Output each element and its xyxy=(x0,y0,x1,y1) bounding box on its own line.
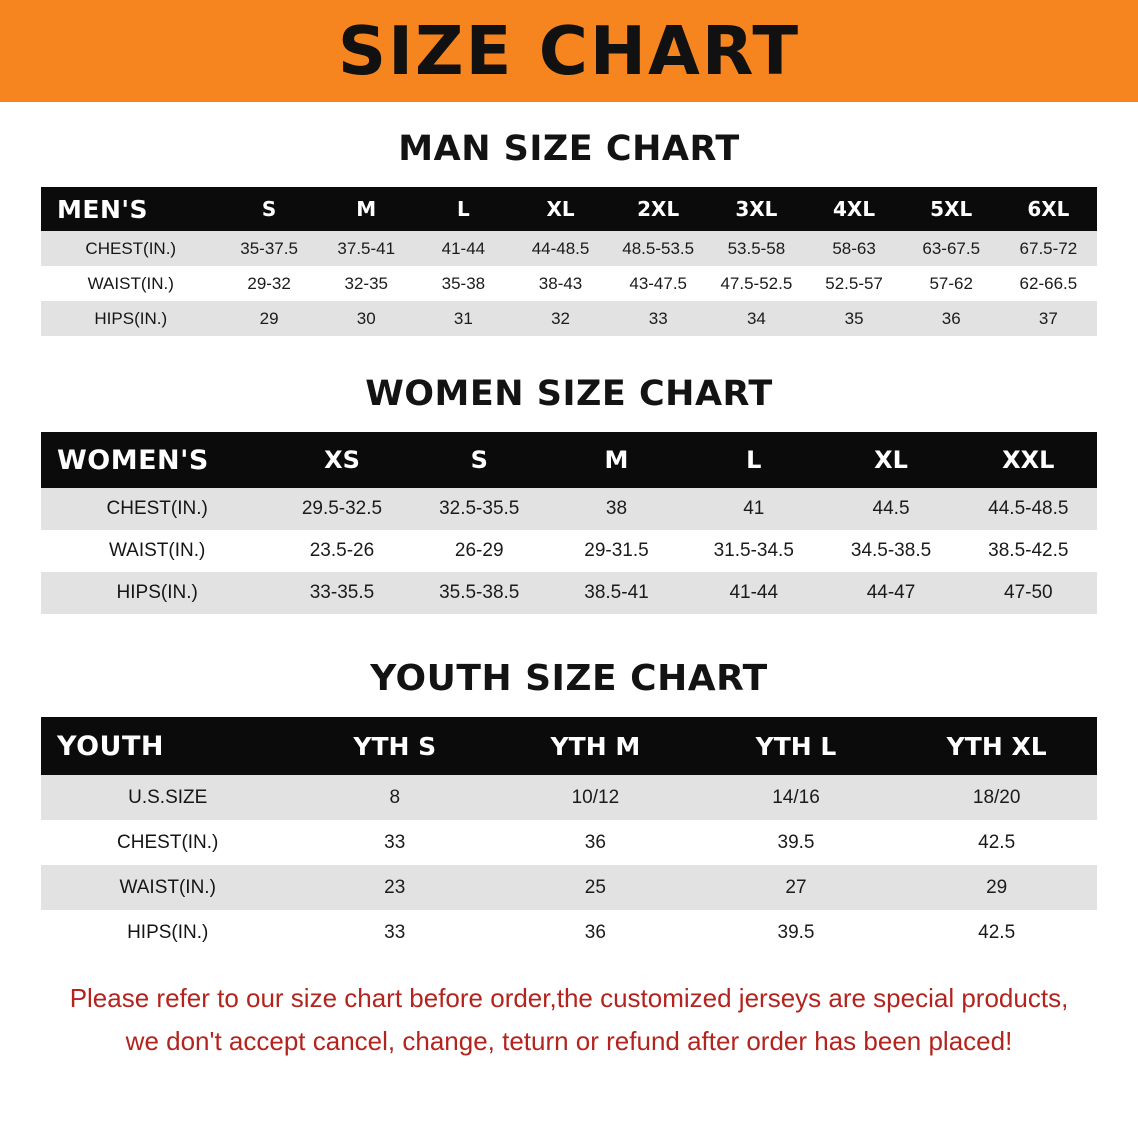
table-cell: 34.5-38.5 xyxy=(822,530,959,572)
table-cell: 67.5-72 xyxy=(1000,231,1097,266)
table-row xyxy=(41,488,1097,530)
table-cell: 31.5-34.5 xyxy=(685,530,822,572)
column-header: XXL xyxy=(960,432,1097,488)
table-cell: 10/12 xyxy=(495,775,696,820)
column-header: 5XL xyxy=(903,187,1000,231)
table-row xyxy=(41,910,1097,955)
column-header: M xyxy=(548,432,685,488)
column-header: S xyxy=(221,187,318,231)
youth-size-table xyxy=(41,717,1097,955)
table-cell: 37.5-41 xyxy=(318,231,415,266)
row-label: CHEST(IN.) xyxy=(41,231,221,266)
table-cell: 62-66.5 xyxy=(1000,266,1097,301)
column-header: 6XL xyxy=(1000,187,1097,231)
column-header: S xyxy=(411,432,548,488)
table-cell: 37 xyxy=(1000,301,1097,336)
table-cell: 52.5-57 xyxy=(806,266,903,301)
table-cell: 32-35 xyxy=(318,266,415,301)
table-cell: 41-44 xyxy=(415,231,512,266)
column-header: 4XL xyxy=(806,187,903,231)
disclaimer-line-2: we don't accept cancel, change, teturn or refund after order has been placed! xyxy=(125,1025,1013,1056)
column-header: YTH M xyxy=(495,717,696,775)
table-row xyxy=(41,775,1097,820)
table-cell: 8 xyxy=(294,775,495,820)
table-cell: 47-50 xyxy=(960,572,1097,614)
table-cell: 44-48.5 xyxy=(512,231,609,266)
table-cell: 33-35.5 xyxy=(273,572,410,614)
man-size-table xyxy=(41,187,1097,336)
table-cell: 41-44 xyxy=(685,572,822,614)
disclaimer-note xyxy=(39,977,1099,1063)
table-cell: 57-62 xyxy=(903,266,1000,301)
table-cell: 58-63 xyxy=(806,231,903,266)
column-header: YOUTH xyxy=(41,717,294,775)
table-cell: 34 xyxy=(707,301,805,336)
table-cell: 39.5 xyxy=(696,820,897,865)
table-cell: 44.5 xyxy=(822,488,959,530)
table-cell: 35-38 xyxy=(415,266,512,301)
table-cell: 29.5-32.5 xyxy=(273,488,410,530)
youth-section-title: YOUTH SIZE CHART xyxy=(370,658,768,699)
table-cell: 38 xyxy=(548,488,685,530)
table-cell: 14/16 xyxy=(696,775,897,820)
table-cell: 38.5-42.5 xyxy=(960,530,1097,572)
table-cell: 31 xyxy=(415,301,512,336)
column-header: L xyxy=(415,187,512,231)
table-row xyxy=(41,231,1097,266)
row-label: HIPS(IN.) xyxy=(41,301,221,336)
table-cell: 35 xyxy=(806,301,903,336)
table-cell: 63-67.5 xyxy=(903,231,1000,266)
page-title: SIZE CHART xyxy=(337,11,801,90)
column-header: M xyxy=(318,187,415,231)
table-cell: 33 xyxy=(294,820,495,865)
row-label: U.S.SIZE xyxy=(41,775,294,820)
table-cell: 43-47.5 xyxy=(609,266,707,301)
table-cell: 38-43 xyxy=(512,266,609,301)
table-cell: 36 xyxy=(495,820,696,865)
page-banner xyxy=(0,0,1138,102)
row-label: HIPS(IN.) xyxy=(41,572,273,614)
table-cell: 32 xyxy=(512,301,609,336)
table-cell: 29 xyxy=(896,865,1097,910)
table-cell: 29 xyxy=(221,301,318,336)
row-label: WAIST(IN.) xyxy=(41,266,221,301)
table-cell: 27 xyxy=(696,865,897,910)
table-cell: 44-47 xyxy=(822,572,959,614)
row-label: HIPS(IN.) xyxy=(41,910,294,955)
women-size-table xyxy=(41,432,1097,614)
table-cell: 35.5-38.5 xyxy=(411,572,548,614)
column-header: 3XL xyxy=(707,187,805,231)
table-cell: 53.5-58 xyxy=(707,231,805,266)
table-cell: 29-31.5 xyxy=(548,530,685,572)
table-header-row xyxy=(41,432,1097,488)
table-cell: 48.5-53.5 xyxy=(609,231,707,266)
row-label: CHEST(IN.) xyxy=(41,488,273,530)
table-cell: 33 xyxy=(609,301,707,336)
table-cell: 33 xyxy=(294,910,495,955)
table-row xyxy=(41,820,1097,865)
column-header: XL xyxy=(822,432,959,488)
table-row xyxy=(41,572,1097,614)
table-cell: 35-37.5 xyxy=(221,231,318,266)
table-row xyxy=(41,266,1097,301)
column-header: XL xyxy=(512,187,609,231)
table-cell: 42.5 xyxy=(896,910,1097,955)
table-row xyxy=(41,530,1097,572)
disclaimer-line-1: Please refer to our size chart before order,the customized jerseys are special products, xyxy=(69,983,1069,1013)
table-cell: 25 xyxy=(495,865,696,910)
youth-table-wrap xyxy=(41,717,1097,955)
women-section-title: WOMEN SIZE CHART xyxy=(365,374,773,414)
column-header: L xyxy=(685,432,822,488)
table-cell: 29-32 xyxy=(221,266,318,301)
table-header-row xyxy=(41,717,1097,775)
table-row xyxy=(41,865,1097,910)
women-table-wrap xyxy=(41,432,1097,614)
table-cell: 30 xyxy=(318,301,415,336)
row-label: WAIST(IN.) xyxy=(41,530,273,572)
table-cell: 42.5 xyxy=(896,820,1097,865)
row-label: WAIST(IN.) xyxy=(41,865,294,910)
table-cell: 18/20 xyxy=(896,775,1097,820)
table-cell: 36 xyxy=(903,301,1000,336)
table-cell: 23 xyxy=(294,865,495,910)
table-cell: 39.5 xyxy=(696,910,897,955)
table-cell: 26-29 xyxy=(411,530,548,572)
table-cell: 23.5-26 xyxy=(273,530,410,572)
column-header: YTH S xyxy=(294,717,495,775)
column-header: 2XL xyxy=(609,187,707,231)
table-row xyxy=(41,301,1097,336)
table-cell: 38.5-41 xyxy=(548,572,685,614)
column-header: WOMEN'S xyxy=(41,432,273,488)
column-header: MEN'S xyxy=(41,187,221,231)
table-cell: 32.5-35.5 xyxy=(411,488,548,530)
column-header: YTH L xyxy=(696,717,897,775)
table-header-row xyxy=(41,187,1097,231)
column-header: XS xyxy=(273,432,410,488)
man-section-title: MAN SIZE CHART xyxy=(398,129,740,169)
table-cell: 44.5-48.5 xyxy=(960,488,1097,530)
column-header: YTH XL xyxy=(896,717,1097,775)
man-table-wrap xyxy=(41,187,1097,336)
row-label: CHEST(IN.) xyxy=(41,820,294,865)
table-cell: 47.5-52.5 xyxy=(707,266,805,301)
table-cell: 36 xyxy=(495,910,696,955)
table-cell: 41 xyxy=(685,488,822,530)
